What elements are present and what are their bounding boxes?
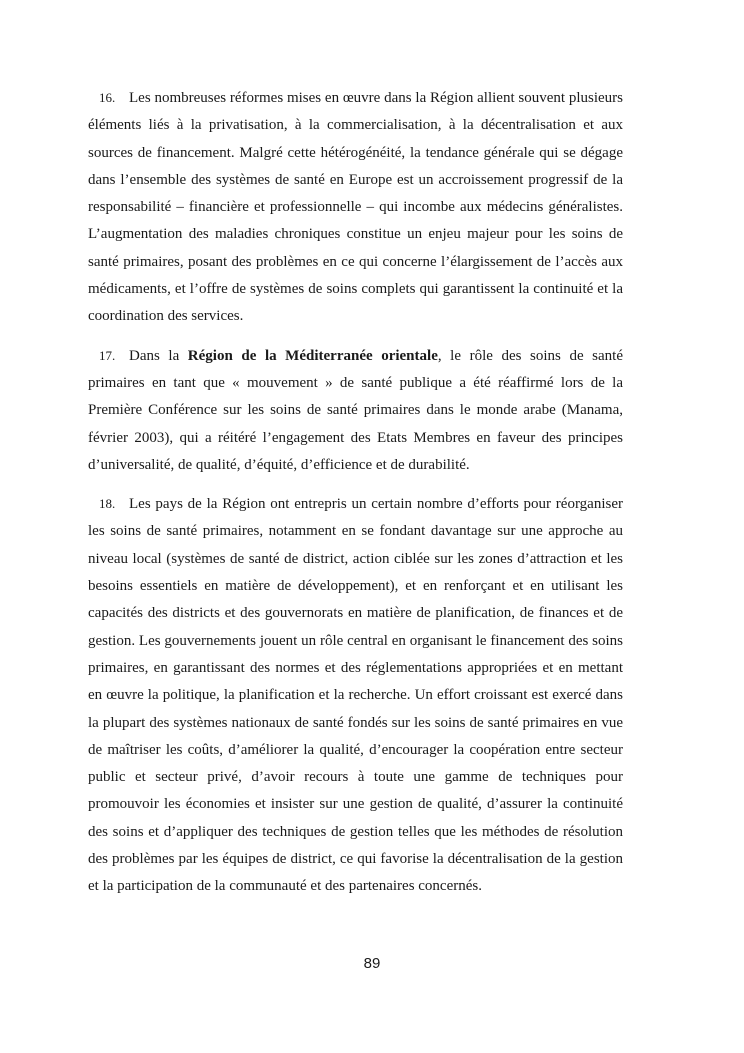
paragraph-text-end: , le rôle des soins de santé primaires en tant que « mouvement » de santé publique a été réaffirmé lors de la Première Conférence sur les soins de santé primaires dans le monde arabe (Manama, février 2003), qui a réitéré l’engagement des Etats Membres en faveur des principes d’universalité, de qualité, d’équité, d’efficience et de durabilité. [88,347,624,473]
paragraph-number: 17. [99,347,116,363]
paragraph-number: 18. [99,496,116,512]
document-body [88,84,623,912]
paragraph-number: 16. [99,90,116,105]
paragraph-16 [88,84,623,331]
paragraph-text: Les nombreuses réformes mises en œuvre dans la Région allient souvent plusieurs éléments liés à la privatisation, à la commercialisation, à la décentralisation et aux sources de financement. Malgré cette hétérogénéité, la tendance générale qui se dégage dans l’ensemble des systèmes de santé en Europe est un accroissement progressif de la responsabilité – financière et professionnelle – qui incombe aux médecins généralistes. L’augmentation des maladies chroniques constitue un enjeu majeur pour les soins de santé primaires, posant des problèmes en ce qui concerne l’élargissement de l’accès aux médicaments, et l’offre de systèmes de soins complets qui garantissent la continuité et la coordination des services. [88,90,623,325]
paragraph-text: Les pays de la Région ont entrepris un certain nombre d’efforts pour réorganiser les soins de santé primaires, notamment en se fondant davantage sur une approche au niveau local (systèmes de santé de district, action ciblée sur les zones d’attraction et les besoins essentiels en matière de développement), et en renforçant et en utilisant les capacités des districts et des gouvernorats en matière de planification, de finances et de gestion. Les gouvernements jouent un rôle central en organisant le financement des soins primaires, en garantissant des normes et des réglementations appropriées et en mettant en œuvre la politique, la planification et la recherche. Un effort croissant est exercé dans la plupart des systèmes nationaux de santé fondés sur les soins de santé primaires en vue de maîtriser les coûts, d’améliorer la qualité, d’encourager la coopération entre secteur public et secteur privé, d’avoir recours à toute une gamme de techniques pour promouvoir les économies et insister sur une gestion de qualité, d’assurer la continuité des soins et d’appliquer des techniques de gestion telles que les méthodes de résolution des problèmes par les équipes de district, ce qui favorise la décentralisation de la gestion et la participation de la communauté et des partenaires concernés. [88,496,623,895]
region-name-emphasis: Région de la Méditerranée orientale [187,347,438,364]
page-number: 89 [363,955,381,972]
paragraph-18 [88,490,623,900]
paragraph-text-start: Dans la [129,347,188,364]
paragraph-17 [88,342,623,479]
